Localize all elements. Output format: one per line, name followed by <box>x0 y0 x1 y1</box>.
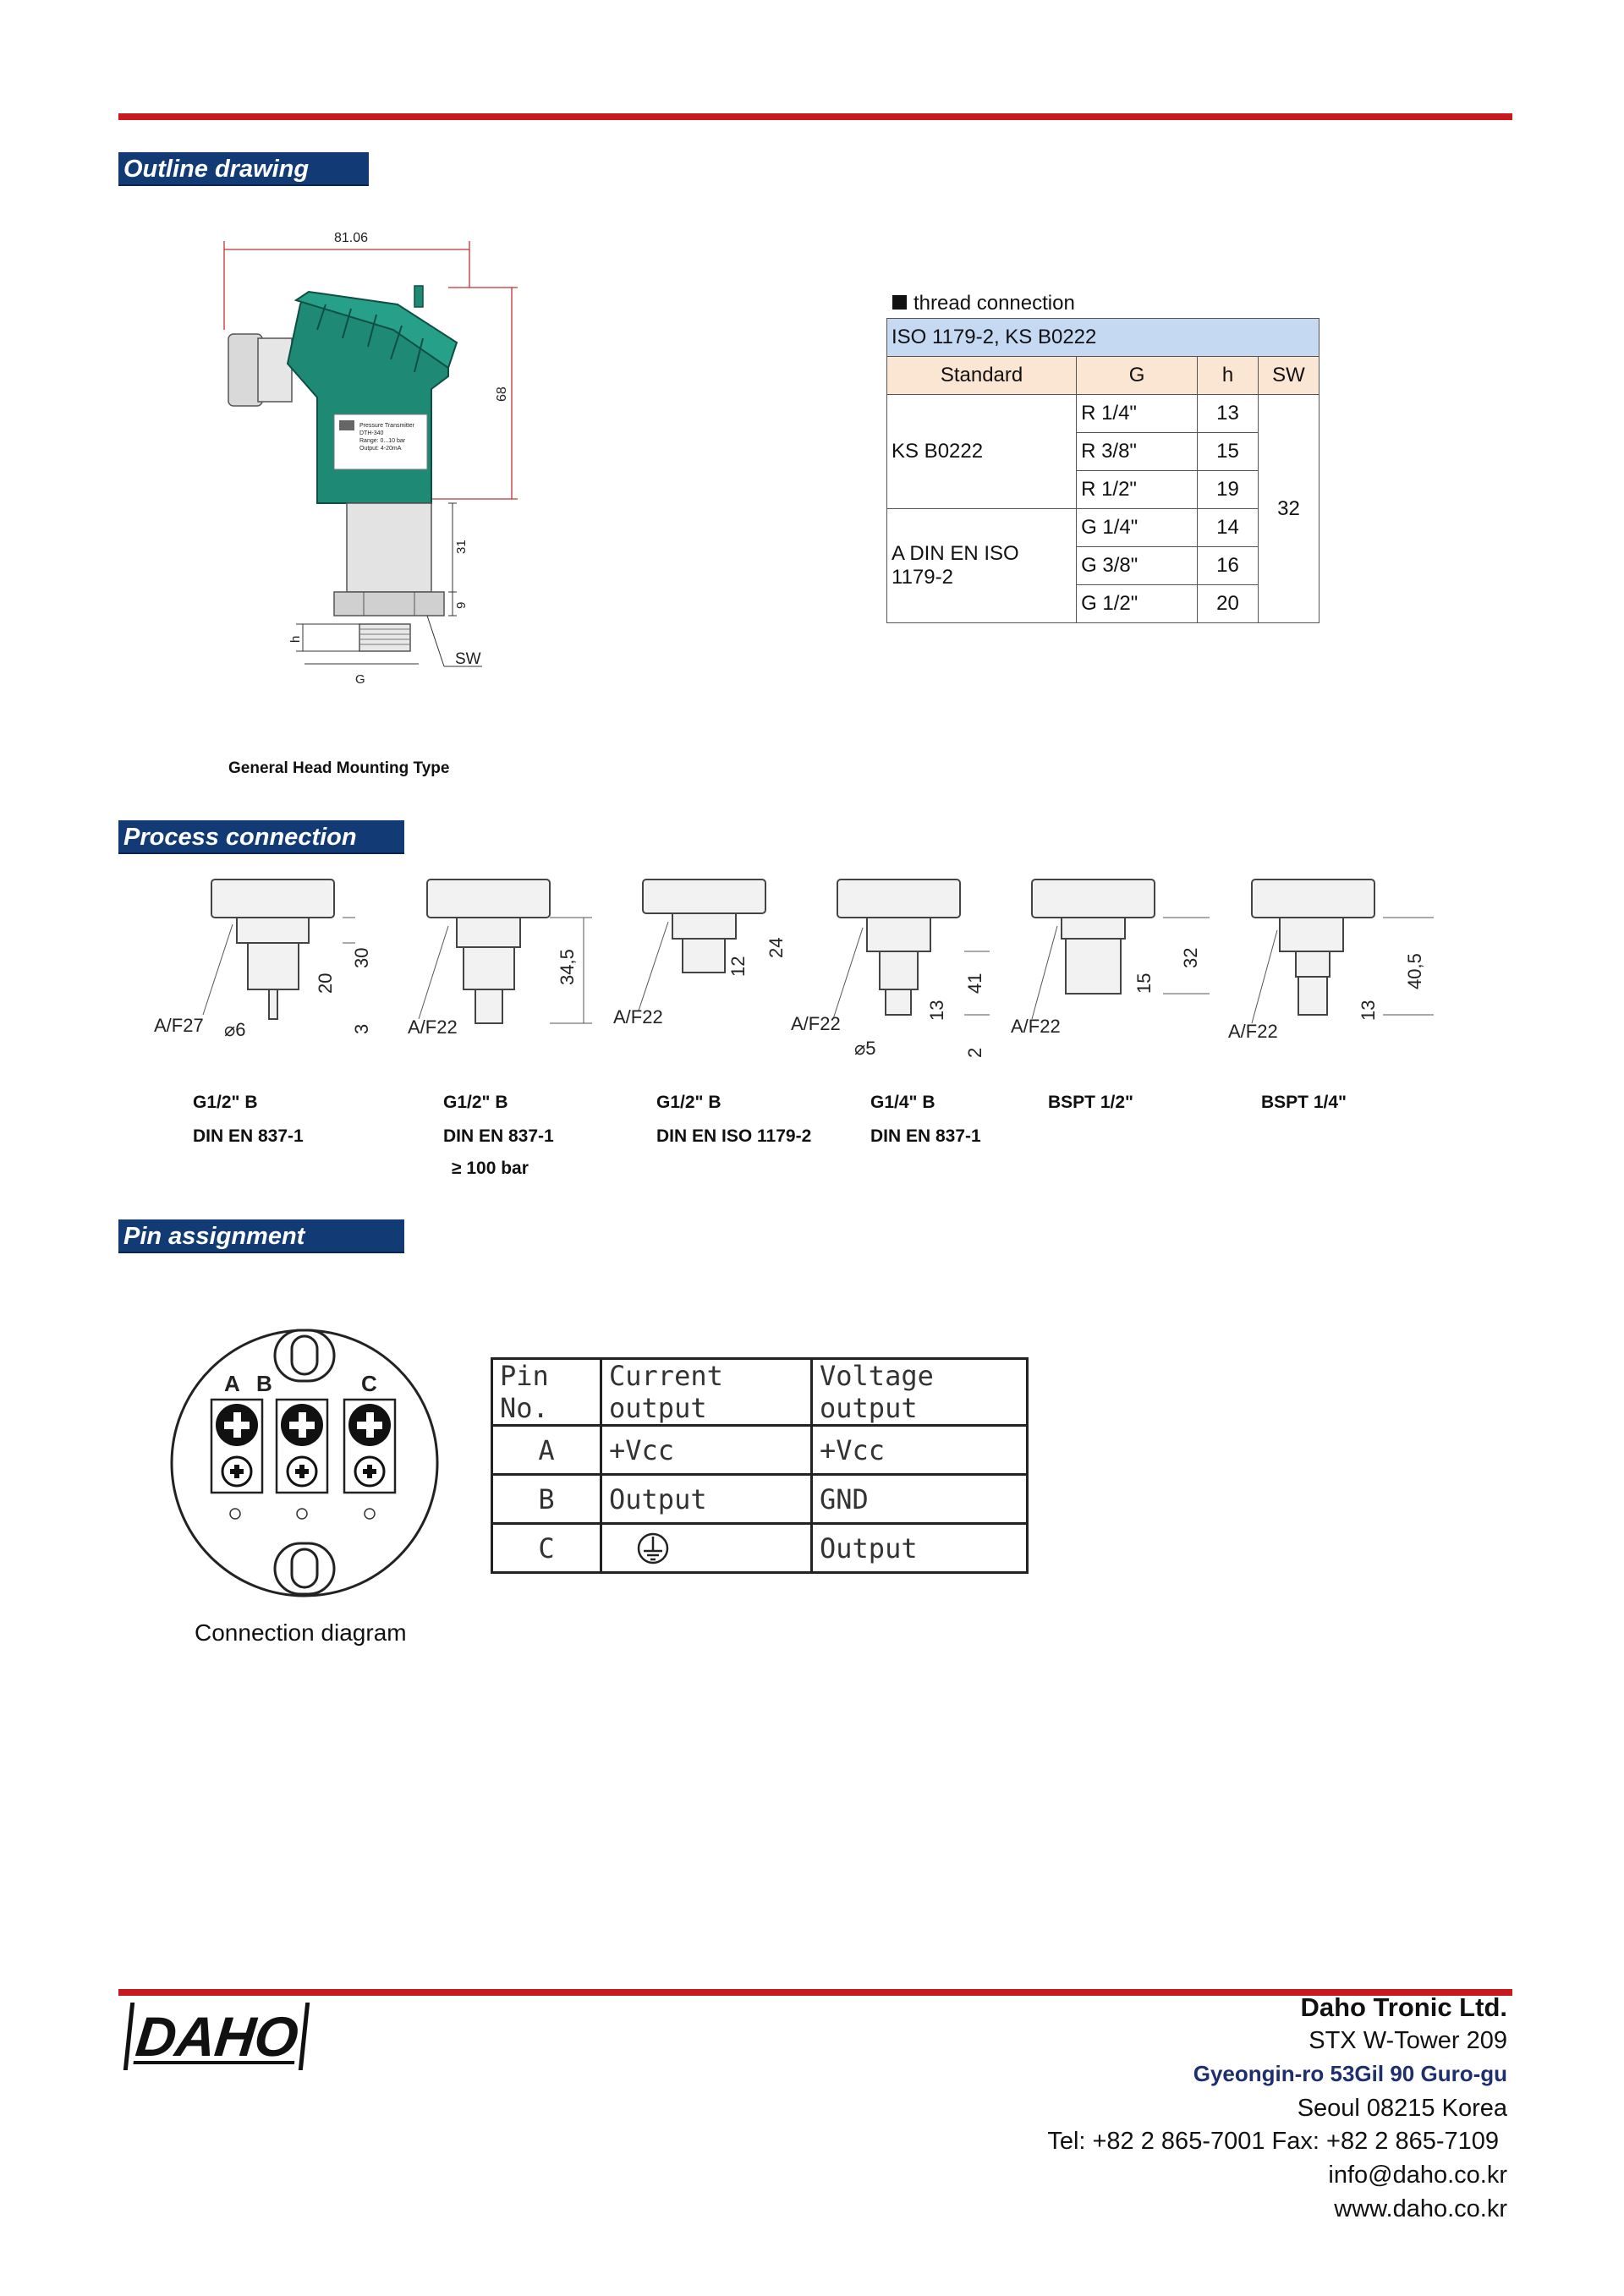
dim-height: 68 <box>495 386 509 402</box>
thread-h-cell: 14 <box>1198 509 1259 547</box>
label-line-2: DTH-340 <box>359 430 384 436</box>
process-fitting-6 <box>1252 879 1374 1015</box>
address-line-3: Seoul 08215 Korea <box>1297 2095 1507 2122</box>
thread-table-title <box>892 292 1075 315</box>
email-link[interactable]: info@daho.co.kr <box>1328 2162 1507 2189</box>
pin-table <box>491 1357 1029 1574</box>
thread-h-cell: 20 <box>1198 585 1259 623</box>
p1-3: 3 <box>351 1023 372 1034</box>
thread-g-cell: G 1/2" <box>1077 585 1198 623</box>
p4-2: 2 <box>964 1047 985 1058</box>
dim-sw: SW <box>455 650 481 668</box>
address-line-2: Gyeongin-ro 53Gil 90 Guro-gu <box>1193 2061 1507 2086</box>
website-link[interactable]: www.daho.co.kr <box>1334 2195 1507 2222</box>
process-label: G1/2" B <box>193 1093 258 1112</box>
top-rule <box>118 113 1512 120</box>
process-fitting-4 <box>837 879 960 1015</box>
connection-diagram <box>165 1323 448 1603</box>
pin-caption: Connection diagram <box>195 1619 407 1646</box>
p6-13: 13 <box>1358 1000 1379 1021</box>
process-label: DIN EN 837-1 <box>193 1126 304 1146</box>
process-label: DIN EN 837-1 <box>443 1126 554 1146</box>
process-heading: Process connection <box>118 820 404 854</box>
p4-13: 13 <box>926 1000 947 1021</box>
dim-h: h <box>288 635 303 643</box>
thread <box>359 624 410 651</box>
cable-gland <box>228 334 262 406</box>
process-drawings <box>144 867 1463 1074</box>
pin-current-ground <box>601 1524 812 1573</box>
p5-15: 15 <box>1133 973 1155 994</box>
p4-af: A/F22 <box>791 1013 841 1034</box>
p3-12: 12 <box>727 956 749 977</box>
thread-g-cell: R 1/4" <box>1077 395 1198 433</box>
pin-current: Output <box>601 1475 812 1524</box>
thread-table <box>886 318 1320 623</box>
pin-heading: Pin assignment <box>118 1219 404 1253</box>
pin-no: C <box>492 1524 601 1573</box>
terminal-label-b: B <box>256 1371 272 1396</box>
p5-32: 32 <box>1180 947 1201 968</box>
terminal-label-a: A <box>224 1371 240 1396</box>
p6-40: 40,5 <box>1404 953 1425 989</box>
p5-af: A/F22 <box>1011 1016 1061 1037</box>
thread-g-cell: R 1/2" <box>1077 471 1198 509</box>
p6-af: A/F22 <box>1228 1021 1278 1042</box>
p1-dia: ⌀6 <box>224 1019 246 1040</box>
pin-header-no: Pin No. <box>492 1359 601 1426</box>
thread-header-standard: Standard <box>887 357 1077 395</box>
square-bullet-icon <box>892 295 907 310</box>
process-label: DIN EN 837-1 <box>870 1126 981 1146</box>
p2-af: A/F22 <box>408 1016 458 1038</box>
ground-icon <box>636 1532 670 1565</box>
p1-30: 30 <box>351 947 372 968</box>
thread-sw-cell: 32 <box>1259 395 1320 623</box>
process-label: ≥ 100 bar <box>452 1159 529 1178</box>
tel-fax: Tel: +82 2 865-7001 Fax: +82 2 865-7109 <box>1047 2128 1499 2155</box>
dim-stem: 31 <box>454 540 469 554</box>
process-label: BSPT 1/4" <box>1261 1093 1347 1112</box>
p3-24: 24 <box>765 937 787 958</box>
p3-af: A/F22 <box>613 1006 663 1027</box>
process-label: G1/4" B <box>870 1093 935 1112</box>
thread-g-cell: G 3/8" <box>1077 547 1198 585</box>
outline-caption: General Head Mounting Type <box>228 759 450 777</box>
outline-heading: Outline drawing <box>118 152 369 186</box>
p1-20: 20 <box>315 973 336 994</box>
p4-41: 41 <box>964 973 985 994</box>
p1-af: A/F27 <box>154 1015 204 1036</box>
thread-group-standard: KS B0222 <box>887 395 1077 509</box>
process-fitting-2 <box>427 879 550 1023</box>
process-label: BSPT 1/2" <box>1048 1093 1133 1112</box>
pin-current: +Vcc <box>601 1426 812 1475</box>
outline-drawing <box>169 211 533 719</box>
thread-h-cell: 19 <box>1198 471 1259 509</box>
p4-dia: ⌀5 <box>854 1038 876 1059</box>
pin-no: B <box>492 1475 601 1524</box>
pin-voltage: Output <box>812 1524 1028 1573</box>
thread-header-h: h <box>1198 357 1259 395</box>
thread-standard-row: ISO 1179-2, KS B0222 <box>887 319 1320 357</box>
label-line-1: Pressure Transmitter <box>359 423 414 429</box>
thread-h-cell: 15 <box>1198 433 1259 471</box>
process-label: G1/2" B <box>443 1093 508 1112</box>
stem <box>347 503 431 592</box>
thread-header-sw: SW <box>1259 357 1320 395</box>
thread-h-cell: 16 <box>1198 547 1259 585</box>
terminal-label-c: C <box>361 1371 377 1396</box>
pin-voltage: +Vcc <box>812 1426 1028 1475</box>
thread-group-standard: A DIN EN ISO 1179-2 <box>887 509 1077 623</box>
daho-logo <box>123 2003 310 2070</box>
address-line-1: STX W-Tower 209 <box>1309 2027 1507 2054</box>
thread-g-cell: G 1/4" <box>1077 509 1198 547</box>
process-label: G1/2" B <box>656 1093 721 1112</box>
dim-g: G <box>355 672 365 687</box>
thread-header-g: G <box>1077 357 1198 395</box>
thread-g-cell: R 3/8" <box>1077 433 1198 471</box>
process-fitting-1 <box>211 879 334 1019</box>
process-label: DIN EN ISO 1179-2 <box>656 1126 812 1146</box>
company-name: Daho Tronic Ltd. <box>1300 1992 1507 2022</box>
pin-voltage: GND <box>812 1475 1028 1524</box>
p2-dim: 34,5 <box>557 949 578 985</box>
pin-no: A <box>492 1426 601 1475</box>
label-line-4: Output: 4-20mA <box>359 446 402 452</box>
logo-text: DAHO <box>133 2005 301 2068</box>
thread-title-text: thread connection <box>914 292 1075 315</box>
dim-width: 81.06 <box>334 231 369 245</box>
pin-header-current: Current output <box>601 1359 812 1426</box>
dim-nut: 9 <box>454 601 469 609</box>
label-line-3: Range: 0...10 bar <box>359 438 406 444</box>
pin-header-voltage: Voltage output <box>812 1359 1028 1426</box>
hex-nut <box>334 592 444 616</box>
thread-h-cell: 13 <box>1198 395 1259 433</box>
